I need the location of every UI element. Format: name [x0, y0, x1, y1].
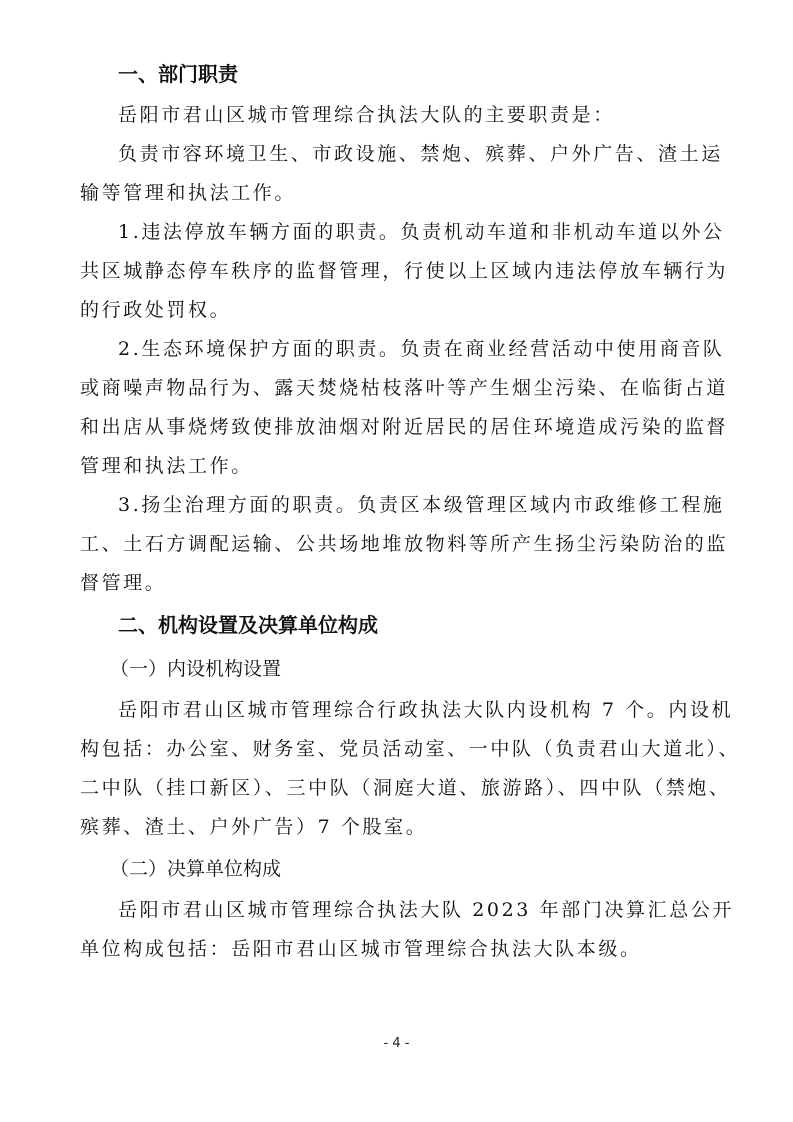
paragraph-item-2 [80, 330, 729, 486]
text-line: 管理和执法工作。 [80, 455, 253, 477]
section-heading-2: 二、机构设置及决算单位构成 [118, 613, 378, 637]
text-line: 岳阳市君山区城市管理综合执法大队的主要职责是： [118, 104, 615, 126]
page-number: - 4 - [383, 1036, 410, 1051]
text-line: 负责市容环境卫生、市政设施、禁炮、殡葬、户外广告、渣土运 [118, 143, 723, 165]
section-heading-1: 一、部门职责 [118, 62, 238, 86]
paragraph-budget-units [80, 891, 735, 969]
text-line: 1.违法停放车辆方面的职责。负责机动车道和非机动车道以外公 [118, 221, 725, 243]
paragraph-item-1 [80, 213, 729, 330]
subsection-heading-1: （一）内设机构设置 [110, 658, 282, 680]
text-line: 构包括：办公室、财务室、党员活动室、一中队（负责君山大道北）、 [80, 738, 741, 760]
document-body [80, 52, 741, 969]
text-line: 2.生态环境保护方面的职责。负责在商业经营活动中使用商音队 [118, 338, 725, 360]
subsection-heading-2: （二）决算单位构成 [110, 858, 282, 880]
text-line: 的行政处罚权。 [80, 299, 232, 321]
text-line: 和出店从事烧烤致使排放油烟对附近居民的居住环境造成污染的监督 [80, 416, 729, 438]
text-line: 岳阳市君山区城市管理综合行政执法大队内设机构 7 个。内设机 [118, 699, 734, 721]
text-line: 共区城静态停车秩序的监督管理，行使以上区域内违法停放车辆行为 [80, 260, 729, 282]
text-line: 单位构成包括：岳阳市君山区城市管理综合执法大队本级。 [80, 938, 642, 960]
text-line: 殡葬、渣土、户外广告）7 个股室。 [80, 816, 428, 838]
text-line: 工、土石方调配运输、公共场地堆放物料等所产生扬尘污染防治的监 [80, 533, 729, 555]
paragraph-duties [80, 135, 724, 213]
paragraph-item-3 [80, 486, 729, 603]
paragraph-org-structure [80, 691, 741, 847]
text-line: 3.扬尘治理方面的职责。负责区本级管理区域内市政维修工程施 [118, 494, 725, 516]
text-line: 输等管理和执法工作。 [80, 182, 297, 204]
text-line: 督管理。 [80, 572, 167, 594]
text-line: 二中队（挂口新区）、三中队（洞庭大道、旅游路）、四中队（禁炮、 [80, 777, 731, 799]
text-line: 或商噪声物品行为、露天焚烧枯枝落叶等产生烟尘污染、在临街占道 [80, 377, 729, 399]
text-line: 岳阳市君山区城市管理综合执法大队 2023 年部门决算汇总公开 [118, 899, 735, 921]
intro-paragraph [118, 96, 724, 135]
